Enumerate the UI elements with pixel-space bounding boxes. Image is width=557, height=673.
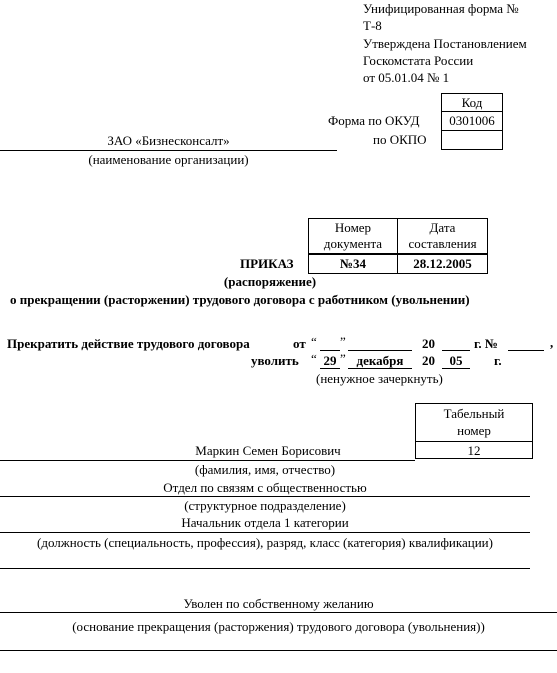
terminate-year-prefix: 20 [422, 336, 435, 351]
terminate-comma: , [550, 335, 554, 350]
dismiss-year-line [442, 368, 470, 369]
doc-table-rule [309, 253, 487, 255]
tabel-rule [416, 441, 532, 442]
doc-number-header: Номер [334, 220, 372, 235]
organization-name: ЗАО «Бизнесконсалт» [107, 133, 230, 148]
okud-cell [441, 111, 503, 131]
rasporyazhenie-title: (распоряжение) [223, 274, 317, 289]
department-value: Отдел по связям с общественностью [163, 480, 367, 495]
terminate-year-line [442, 350, 470, 351]
employee-name-caption: (фамилия, имя, отчество) [194, 462, 336, 477]
prikaz-title: ПРИКАЗ [240, 256, 294, 271]
terminate-label: Прекратить действие трудового договора [7, 336, 250, 351]
form-name: Унифицированная форма № [363, 1, 519, 16]
approval-date: от 05.01.04 № 1 [363, 70, 450, 85]
terminate-quote-close: ” [340, 334, 346, 349]
organization-caption: (наименование организации) [88, 152, 249, 167]
basis-value: Уволен по собственному желанию [183, 596, 374, 611]
organization-line [0, 150, 337, 151]
dismiss-month-line [348, 368, 412, 369]
okud-value: 0301006 [449, 113, 495, 128]
strike-note: (ненужное зачеркнуть) [316, 371, 443, 386]
dismiss-quote-close: ” [340, 351, 346, 366]
employee-name-line [0, 460, 415, 461]
tabel-header: Табельный [443, 406, 505, 421]
code-header-cell [441, 93, 503, 112]
basis-line [0, 612, 557, 613]
position-line [0, 532, 530, 533]
basis-caption: (основание прекращения (расторжения) трудового договора (увольнения)) [72, 619, 485, 634]
dismiss-year-prefix: 20 [422, 353, 435, 368]
form-number: Т-8 [363, 18, 382, 33]
approving-authority: Госкомстата России [363, 53, 474, 68]
terminate-quote-open: “ [311, 334, 317, 349]
blank-line [0, 568, 530, 569]
doc-table [308, 218, 488, 274]
terminate-month-line [348, 350, 412, 351]
dismiss-year-suffix: г. [494, 353, 502, 368]
dismiss-day: 29 [323, 353, 337, 368]
doc-date-header: Дата [429, 220, 456, 235]
department-caption: (структурное подразделение) [184, 498, 346, 513]
position-value: Начальник отдела 1 категории [181, 515, 349, 530]
doc-date-value: 28.12.2005 [413, 256, 472, 271]
okpo-label: по ОКПО [373, 132, 427, 147]
tabel-table [415, 403, 533, 459]
dismiss-label: уволить [251, 353, 299, 368]
doc-number-header-2: документа [323, 236, 383, 251]
doc-date-header-2: составления [408, 236, 477, 251]
terminate-from: от [293, 336, 306, 351]
department-line [0, 496, 530, 497]
dismiss-month: декабря [356, 353, 404, 368]
doc-number-value: №34 [339, 256, 367, 271]
terminate-number-line [508, 350, 544, 351]
dismiss-year: 05 [449, 353, 463, 368]
employee-name: Маркин Семен Борисович [195, 443, 341, 458]
terminate-number-label: г. № [474, 336, 499, 351]
terminate-day-line [320, 350, 340, 351]
approved-by: Утверждена Постановлением [363, 36, 527, 51]
tabel-value: 12 [467, 443, 481, 458]
dismiss-day-line [320, 368, 340, 369]
bottom-line [0, 650, 557, 651]
code-header: Код [461, 95, 483, 110]
order-subject: о прекращении (расторжении) трудового договора с работником (увольнении) [10, 292, 470, 307]
tabel-header-2: номер [457, 423, 491, 438]
position-caption: (должность (специальность, профессия), разряд, класс (категория) квалификации) [37, 535, 493, 550]
okpo-cell [441, 130, 503, 150]
okud-label: Форма по ОКУД [328, 113, 420, 128]
dismiss-quote-open: “ [311, 351, 317, 366]
